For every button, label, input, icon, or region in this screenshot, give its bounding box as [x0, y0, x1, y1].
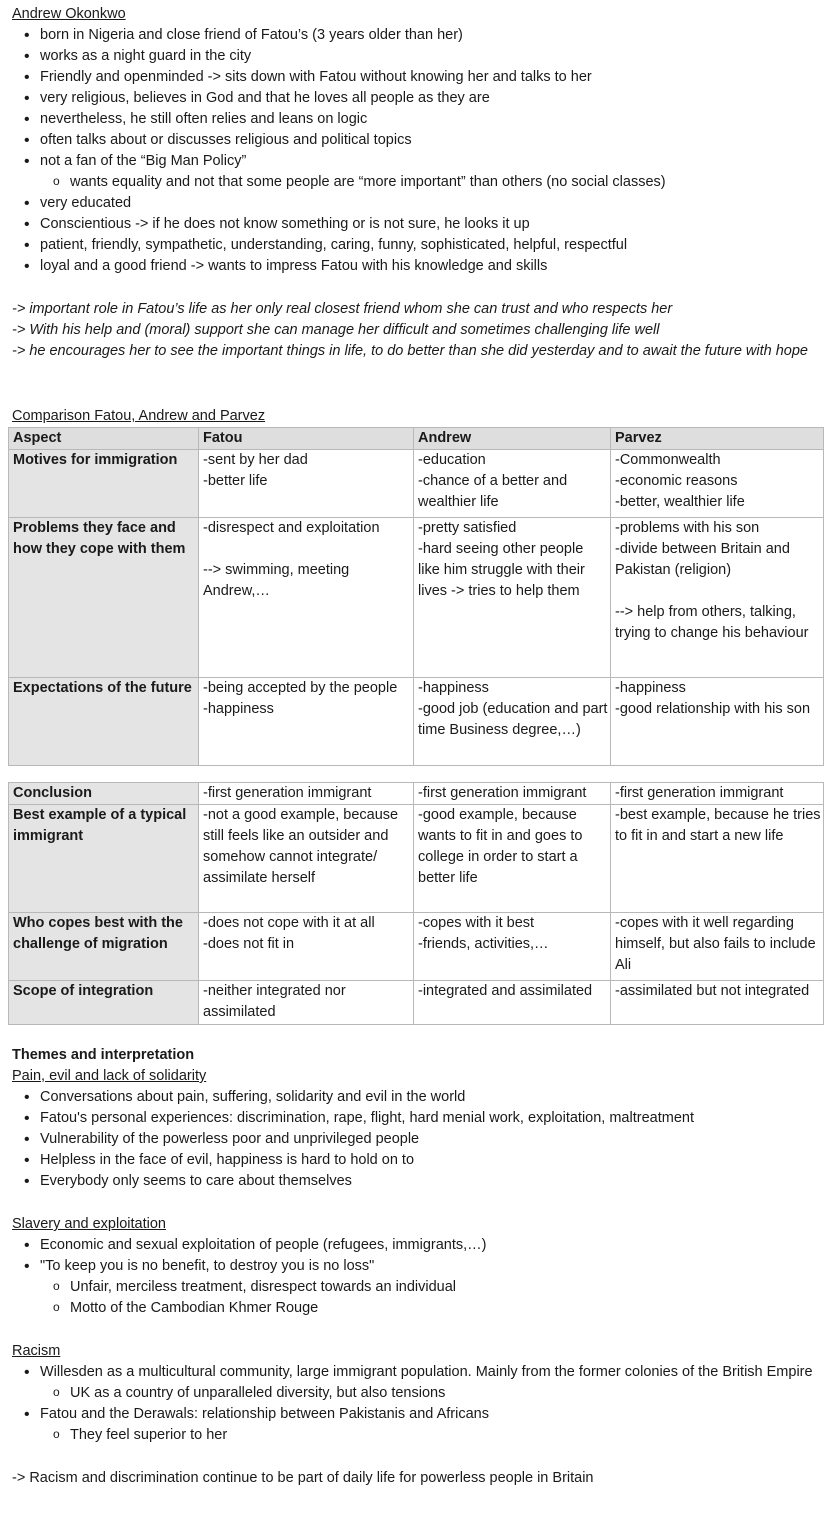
- list-item: • born in Nigeria and close friend of Fatou’s (3 years older than her): [12, 25, 816, 46]
- racism-sublist-2: [12, 1425, 816, 1446]
- list-item: • Conscientious -> if he does not know something or is not sure, he looks it up: [12, 214, 816, 235]
- big-man-sublist: [12, 172, 816, 193]
- list-item: • Helpless in the face of evil, happiness is hard to hold on to: [12, 1150, 816, 1171]
- racism-sublist: [12, 1383, 816, 1404]
- themes-heading: Themes and interpretation: [12, 1047, 195, 1063]
- list-item: • Conversations about pain, suffering, solidarity and evil in the world: [12, 1087, 816, 1108]
- sub-list-item: o They feel superior to her: [12, 1425, 816, 1446]
- sub-list-item: o Unfair, merciless treatment, disrespect towards an individual: [12, 1277, 816, 1298]
- aspect-cell: Conclusion: [9, 783, 199, 805]
- table-separator: [9, 766, 824, 783]
- list-item: • Fatou's personal experiences: discrimination, rape, flight, hard menial work, exploitation, maltreatment: [12, 1108, 816, 1129]
- list-item: • Fatou and the Derawals: relationship between Pakistanis and Africans: [12, 1404, 816, 1425]
- andrew-cell: -first generation immigrant: [414, 783, 611, 805]
- list-item: • patient, friendly, sympathetic, understanding, caring, funny, sophisticated, helpful, respectful: [12, 235, 816, 256]
- parvez-cell: -happiness -good relationship with his son: [611, 678, 824, 766]
- parvez-cell: -Commonwealth -economic reasons -better, wealthier life: [611, 450, 824, 518]
- andrew-cell: -copes with it best -friends, activities,…: [414, 913, 611, 981]
- andrew-cell: -good example, because wants to fit in and goes to college in order to start a better life: [414, 805, 611, 913]
- summary-line: -> With his help and (moral) support she can manage her difficult and sometimes challenging life well: [12, 322, 660, 338]
- andrew-heading: Andrew Okonkwo: [12, 6, 126, 22]
- andrew-cell: -pretty satisfied -hard seeing other people like him struggle with their lives -> tries to help them: [414, 518, 611, 678]
- comparison-heading: Comparison Fatou, Andrew and Parvez: [12, 408, 266, 424]
- aspect-cell: Who copes best with the challenge of migration: [9, 913, 199, 981]
- summary-line: -> important role in Fatou’s life as her only real closest friend whom she can trust and who respects her: [12, 301, 673, 317]
- table-header-row: [9, 428, 824, 450]
- table-row: [9, 981, 824, 1025]
- list-item: • Friendly and openminded -> sits down with Fatou without knowing her and talks to her: [12, 67, 816, 88]
- aspect-cell: Problems they face and how they cope with them: [9, 518, 199, 678]
- summary-line: -> he encourages her to see the important things in life, to do better than she did yesterday and to await the future with hope: [12, 343, 808, 359]
- pain-heading: Pain, evil and lack of solidarity: [12, 1068, 207, 1084]
- parvez-cell: -problems with his son -divide between Britain and Pakistan (religion) --> help from others, talking, trying to change his behaviour: [611, 518, 824, 678]
- list-item: • "To keep you is no benefit, to destroy you is no loss": [12, 1256, 816, 1277]
- racism-list-2: [12, 1404, 816, 1425]
- parvez-cell: -assimilated but not integrated: [611, 981, 824, 1025]
- list-item: • Economic and sexual exploitation of people (refugees, immigrants,…): [12, 1235, 816, 1256]
- fatou-cell: -does not cope with it at all -does not fit in: [199, 913, 414, 981]
- andrew-traits-list: [12, 25, 816, 172]
- table-row: [9, 678, 824, 766]
- aspect-cell: Scope of integration: [9, 981, 199, 1025]
- fatou-cell: -not a good example, because still feels like an outsider and somehow cannot integrate/ assimilate herself: [199, 805, 414, 913]
- aspect-cell: Expectations of the future: [9, 678, 199, 766]
- header-parvez: Parvez: [611, 428, 824, 450]
- slavery-heading: Slavery and exploitation: [12, 1216, 166, 1232]
- table-row: [9, 913, 824, 981]
- andrew-cell: -integrated and assimilated: [414, 981, 611, 1025]
- sub-list-item: o Motto of the Cambodian Khmer Rouge: [12, 1298, 816, 1319]
- header-andrew: Andrew: [414, 428, 611, 450]
- list-item: • loyal and a good friend -> wants to impress Fatou with his knowledge and skills: [12, 256, 816, 277]
- fatou-cell: -first generation immigrant: [199, 783, 414, 805]
- list-item: • very educated: [12, 193, 816, 214]
- list-item: • Everybody only seems to care about themselves: [12, 1171, 816, 1192]
- table-row: [9, 783, 824, 805]
- list-item: • very religious, believes in God and that he loves all people as they are: [12, 88, 816, 109]
- aspect-cell: Motives for immigration: [9, 450, 199, 518]
- list-item: • not a fan of the “Big Man Policy”: [12, 151, 816, 172]
- racism-heading: Racism: [12, 1343, 61, 1359]
- andrew-traits-list-2: [12, 193, 816, 277]
- parvez-cell: -copes with it well regarding himself, but also fails to include Ali: [611, 913, 824, 981]
- sub-list-item: o wants equality and not that some people are “more important” than others (no social classes): [12, 172, 816, 193]
- comparison-table: [8, 427, 824, 1025]
- table-row: [9, 518, 824, 678]
- table-row: [9, 805, 824, 913]
- list-item: • nevertheless, he still often relies and leans on logic: [12, 109, 816, 130]
- list-item: • works as a night guard in the city: [12, 46, 816, 67]
- list-item: • Willesden as a multicultural community, large immigrant population. Mainly from the former colonies of the British Empire: [12, 1362, 816, 1383]
- fatou-cell: -being accepted by the people -happiness: [199, 678, 414, 766]
- parvez-cell: -first generation immigrant: [611, 783, 824, 805]
- fatou-cell: -disrespect and exploitation --> swimming, meeting Andrew,…: [199, 518, 414, 678]
- table-row: [9, 450, 824, 518]
- list-item: • Vulnerability of the powerless poor and unprivileged people: [12, 1129, 816, 1150]
- andrew-cell: -education -chance of a better and wealthier life: [414, 450, 611, 518]
- fatou-cell: -sent by her dad -better life: [199, 450, 414, 518]
- header-aspect: Aspect: [9, 428, 199, 450]
- aspect-cell: Best example of a typical immigrant: [9, 805, 199, 913]
- fatou-cell: -neither integrated nor assimilated: [199, 981, 414, 1025]
- pain-list: [12, 1087, 816, 1192]
- racism-list: [12, 1362, 816, 1383]
- slavery-list: [12, 1235, 816, 1277]
- header-fatou: Fatou: [199, 428, 414, 450]
- slavery-sublist: [12, 1277, 816, 1319]
- parvez-cell: -best example, because he tries to fit in and start a new life: [611, 805, 824, 913]
- sub-list-item: o UK as a country of unparalleled diversity, but also tensions: [12, 1383, 816, 1404]
- list-item: • often talks about or discusses religious and political topics: [12, 130, 816, 151]
- andrew-cell: -happiness -good job (education and part time Business degree,…): [414, 678, 611, 766]
- racism-conclusion: -> Racism and discrimination continue to be part of daily life for powerless people in Britain: [12, 1470, 594, 1486]
